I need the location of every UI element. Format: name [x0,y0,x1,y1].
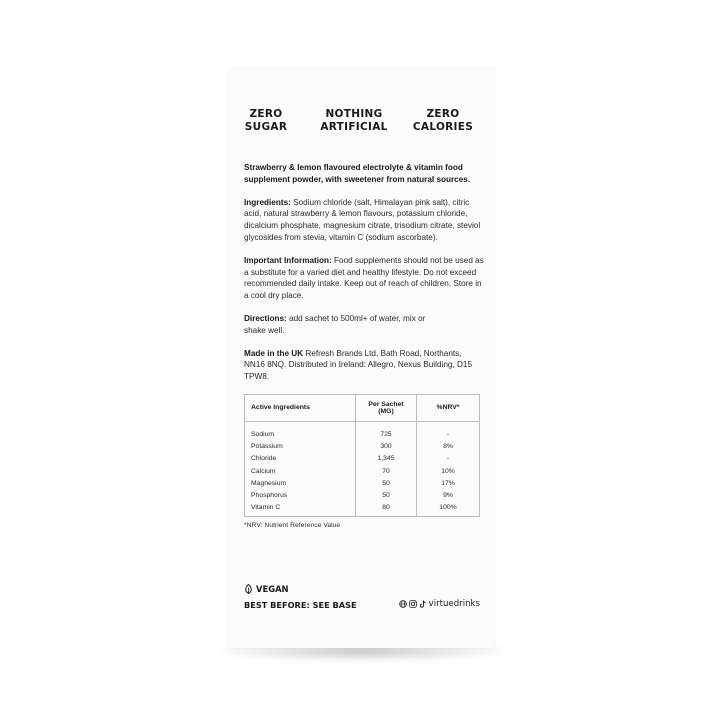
made-in-label: Made in the UK [244,348,304,358]
claim-zero-calories [408,108,478,134]
nrv-footnote: *NRV: Nutrient Reference Value [244,522,341,530]
ingredients-label: Ingredients: [244,197,291,207]
table-header-row [245,394,480,421]
table-cell: Magnesium [251,479,287,487]
table-row [245,453,480,465]
table-cell: 80 [356,501,417,516]
directions-label: Directions: [244,313,287,323]
nutrition-table [244,394,480,517]
table-row [245,465,480,477]
table-cell: Calcium [251,467,276,475]
claim-line: ARTIFICIAL [320,121,388,133]
claim-nothing-artificial [314,108,394,134]
claim-line: CALORIES [412,121,474,133]
table-cell: 725 [356,421,417,440]
table-cell: - [417,453,480,465]
ingredients-text: Sodium chloride (salt, Himalayan pink salt), citric acid, natural strawberry & lemon flavours, potassium chloride, dicalcium phosphate, magnesium citrate, trisodium citrate, steviol glycosides from stevia, vitamin C (sodium ascorbate). [244,197,481,242]
table-cell: - [417,421,480,440]
social-handle-text: virtuedrinks [428,599,480,609]
best-before: BEST BEFORE: SEE BASE [244,600,357,610]
table-header: Active Ingredients [245,394,356,421]
directions-text: add sachet to 500ml+ of water, mix or shake well. [244,313,426,335]
table-cell: Sodium [251,430,275,438]
instagram-icon [409,600,417,608]
table-cell: 100% [417,501,480,516]
vegan-badge [244,584,289,594]
table-row [245,421,480,440]
ingredients-paragraph [244,197,484,244]
claim-line: ZERO [249,108,283,120]
social-handle [399,599,480,609]
table-cell: Vitamin C [251,504,281,512]
table-row [245,477,480,489]
claim-line: SUGAR [244,121,288,133]
table-cell: 70 [356,465,417,477]
table-header: Per Sachet (MG) [356,394,417,421]
product-description: Strawberry & lemon flavoured electrolyte & vitamin food supplement powder, with sweetener from natural sources. [244,163,471,184]
table-cell: Chloride [251,455,277,463]
table-cell: 1,345 [356,453,417,465]
table-cell: Potassium [251,443,283,451]
table-row [245,441,480,453]
leaf-icon [244,584,253,594]
claim-line: NOTHING [325,108,383,120]
important-info-label: Important Information: [244,255,332,265]
directions-paragraph [244,313,444,337]
made-in-text: Refresh Brands Ltd, Bath Road, Northants, NN16 8NQ. Distributed in Ireland: Allegro, Nexus Building, D15 TPW8. [244,348,472,382]
claim-zero-sugar [238,108,294,134]
important-info-paragraph [244,255,484,302]
table-cell: 17% [417,477,480,489]
tiktok-icon [419,600,427,608]
table-row [245,501,480,516]
claim-line: ZERO [426,108,460,120]
table-cell: 8% [417,441,480,453]
globe-icon [399,600,407,608]
important-info-text: Food supplements should not be used as a substitute for a varied diet and healthy lifestyle. Do not exceed recommended daily intake. Keep out of reach of children. Store in a cool dry place. [244,255,484,301]
vegan-label: VEGAN [256,584,289,594]
table-row [245,489,480,501]
table-cell: Phosphorus [251,491,288,499]
label-text [244,162,484,529]
table-cell: 50 [356,489,417,501]
sachet-back [228,68,494,648]
made-in-paragraph [244,348,484,383]
table-cell: 10% [417,465,480,477]
table-cell: 300 [356,441,417,453]
table-cell: 9% [417,489,480,501]
table-cell: 50 [356,477,417,489]
table-header: %NRV* [417,394,480,421]
